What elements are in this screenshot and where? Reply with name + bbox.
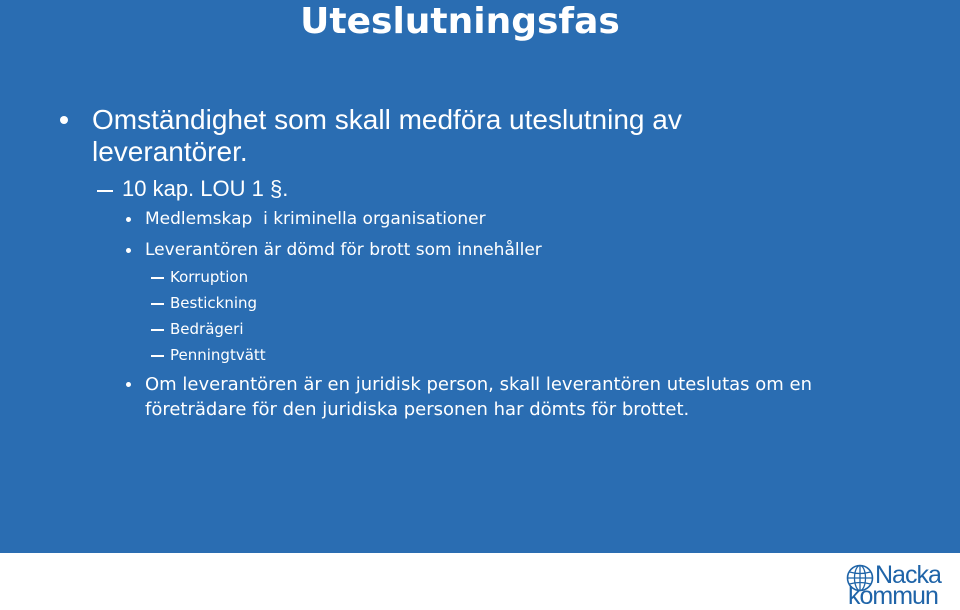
bullet-dot <box>126 248 131 253</box>
bullet-level3-text: Medlemskap i kriminella organisationer <box>145 209 486 229</box>
bullet-dash <box>151 277 164 279</box>
bullet-dot <box>126 382 131 387</box>
crime-label: Bedrägeri <box>170 320 244 338</box>
bullet-dash <box>97 190 113 192</box>
bullet-dot <box>60 116 68 124</box>
bullet-level3-text: Om leverantören är en juridisk person, skall leverantören uteslutas om en företrädare för den juridiska personen har dömts för brottet. <box>145 374 813 420</box>
bullet-level2-text: 10 kap. LOU 1 §. <box>122 176 289 201</box>
nacka-kommun-logo <box>846 561 954 609</box>
bullet-level3-text: Leverantören är dömd för brott som innehåller <box>145 240 542 260</box>
slide-title: Uteslutningsfas <box>300 1 620 42</box>
logo-text-nacka: Nacka <box>875 561 941 589</box>
crime-label: Korruption <box>170 268 249 286</box>
bullet-dash <box>151 329 164 331</box>
crime-label: Bestickning <box>170 294 258 312</box>
bullet-dot <box>126 217 131 222</box>
bullet-level1-text: Omständighet som skall medföra uteslutning av leverantörer. <box>92 104 682 167</box>
bullet-dash <box>151 303 164 305</box>
logo-text-kommun: kommun <box>848 582 938 610</box>
bullet-dash <box>151 355 164 357</box>
crime-label: Penningtvätt <box>170 346 266 364</box>
